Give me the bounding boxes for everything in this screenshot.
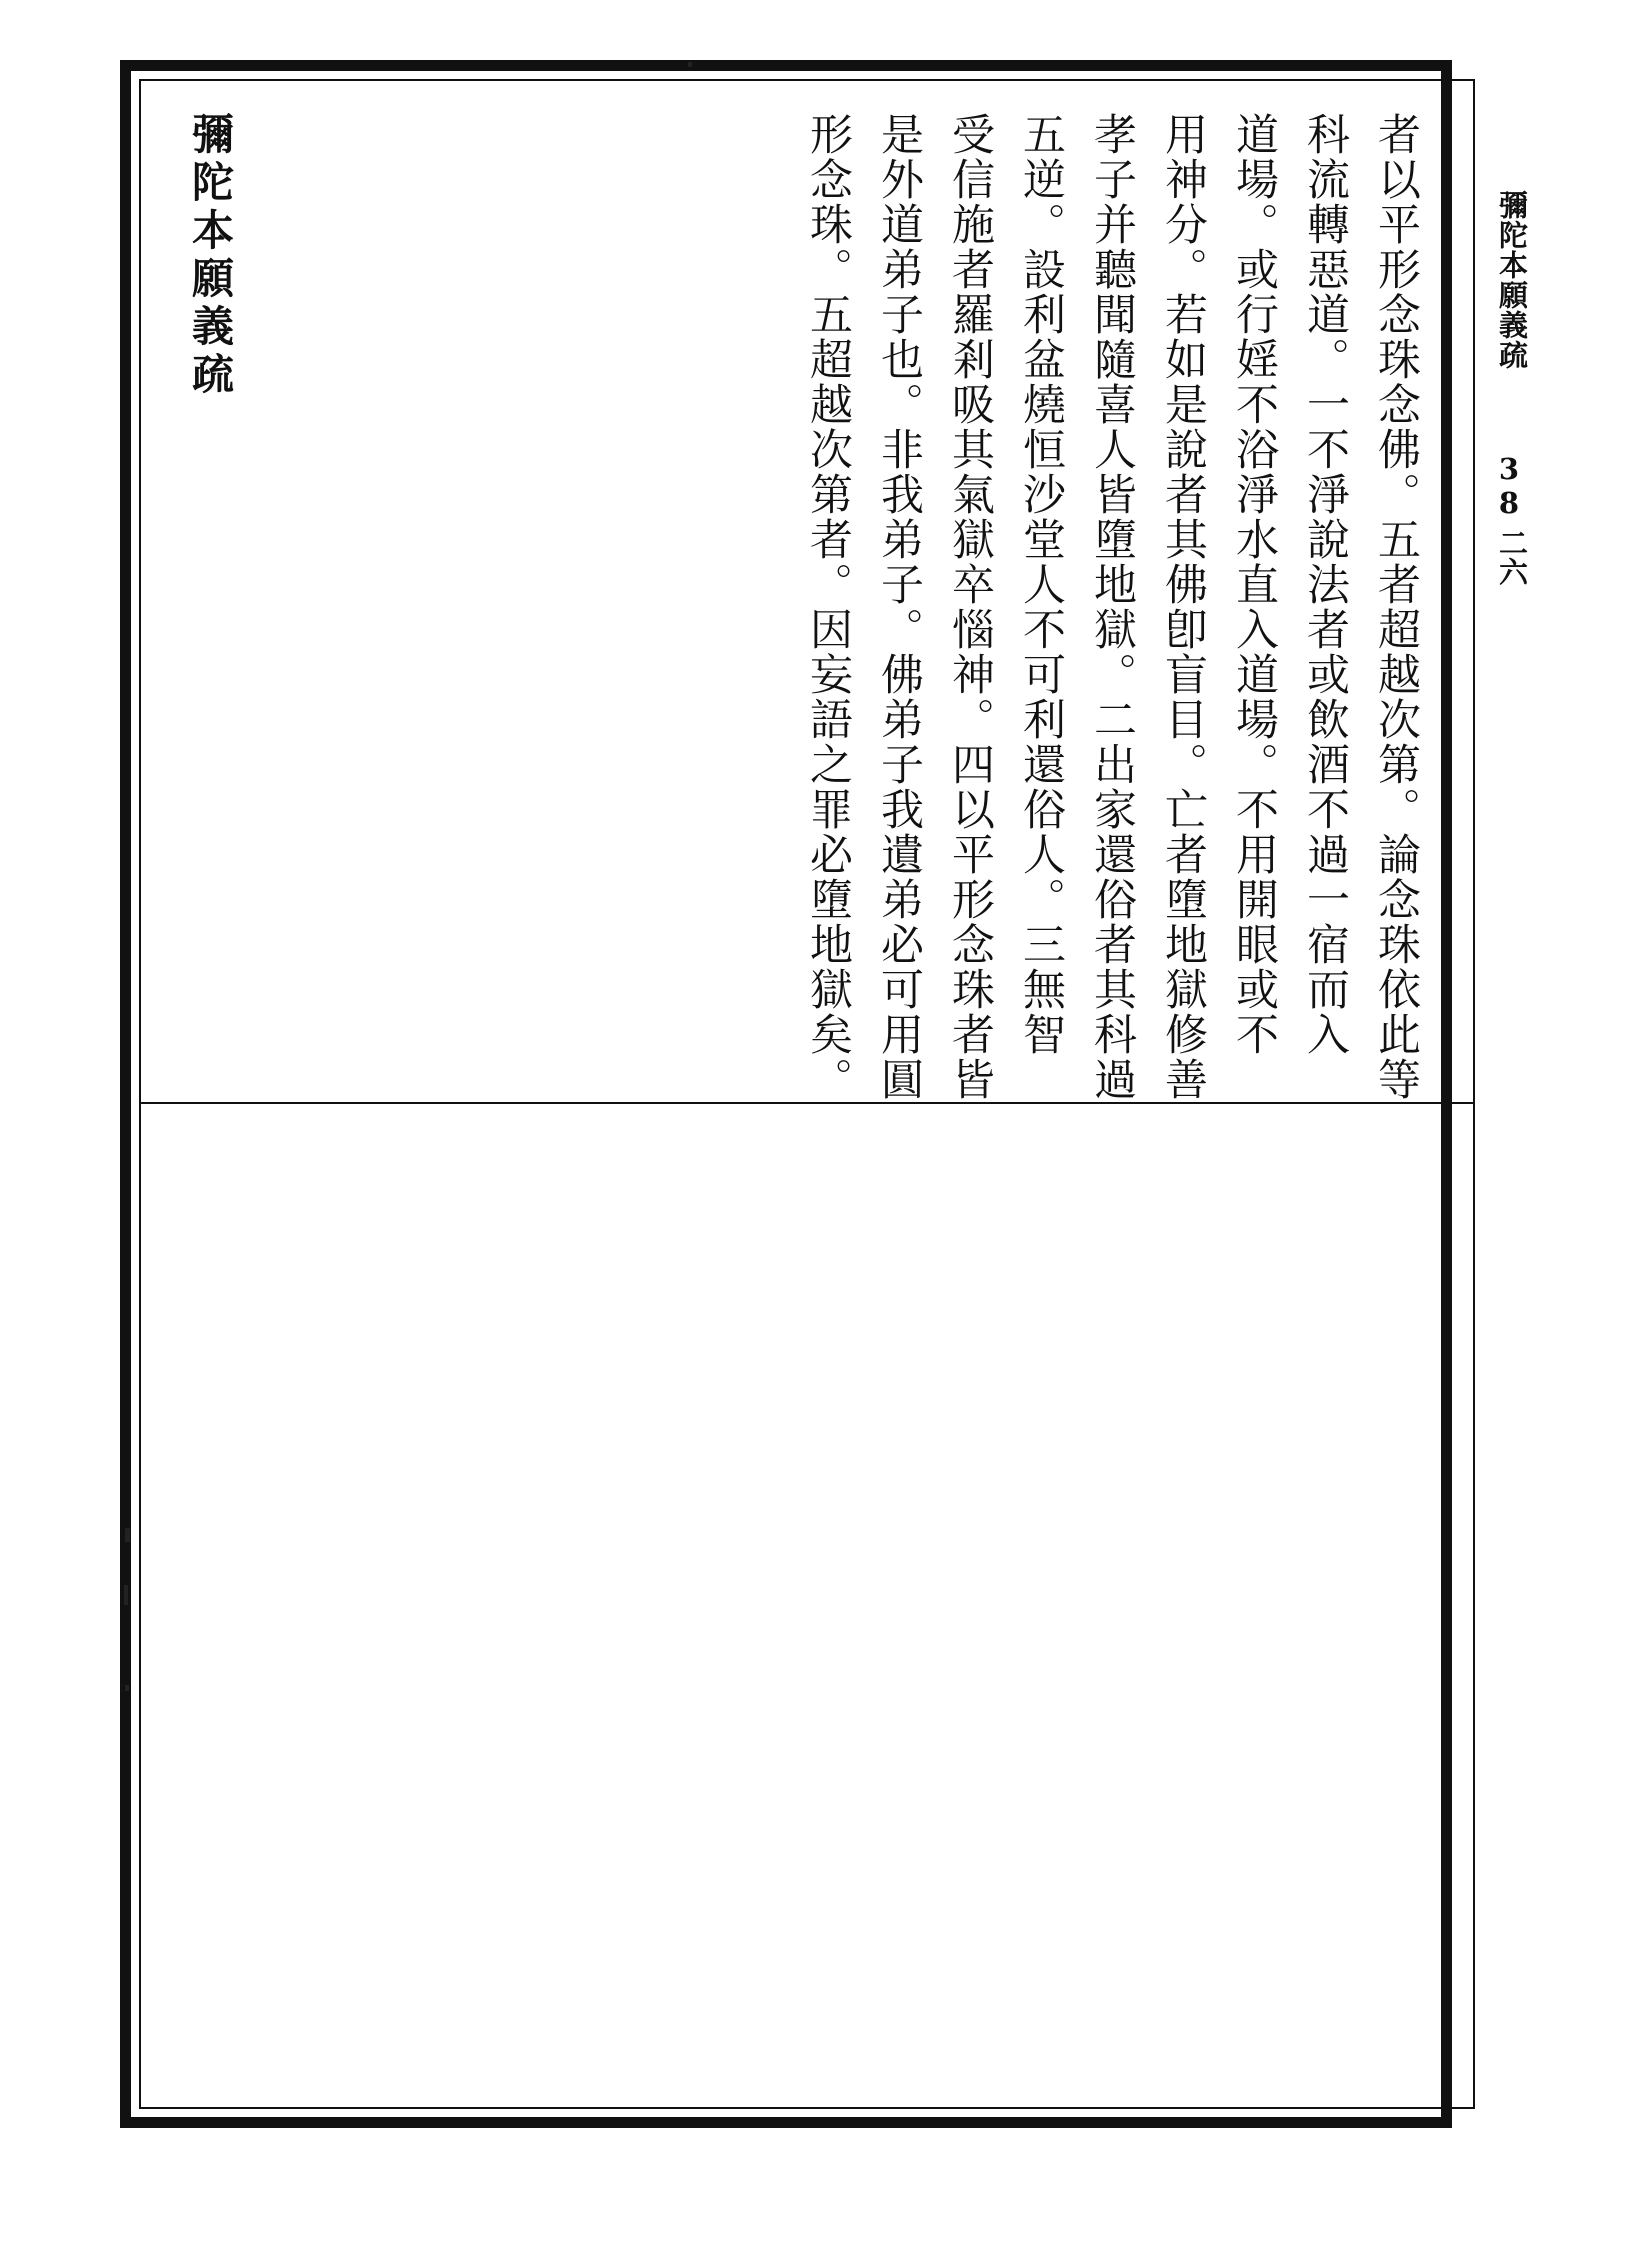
text-column: 道場。或行婬不浴淨水直入道場。不用開眼或不 xyxy=(1229,112,1279,1057)
print-speck xyxy=(125,1528,130,1542)
margin-leaf-number: 38 xyxy=(1492,452,1526,520)
text-area-divider xyxy=(139,1102,1475,1104)
text-column: 用神分。若如是說者其佛卽盲目。亡者墮地獄修善 xyxy=(1158,112,1208,1102)
text-column: 者以平形念珠念佛。五者超越次第。論念珠依此等 xyxy=(1371,112,1421,1102)
print-speck xyxy=(688,62,692,67)
print-speck xyxy=(124,1585,128,1605)
margin-page-number: 二六 xyxy=(1495,528,1529,586)
text-column: 形念珠。五超越次第者。因妄語之罪必墮地獄矣。 xyxy=(803,112,853,1102)
text-column: 科流轉惡道。一不淨說法者或飲酒不過一宿而入 xyxy=(1300,112,1350,1057)
text-column: 受信施者羅剎吸其氣獄卒惱神。四以平形念珠者皆 xyxy=(945,112,995,1102)
text-column: 五逆。設利盆燒恒沙堂人不可利還俗人。三無智 xyxy=(1016,112,1066,1057)
text-column: 是外道弟子也。非我弟子。佛弟子我遺弟必可用圓 xyxy=(874,112,924,1102)
print-speck xyxy=(125,1685,129,1691)
main-text-block xyxy=(792,112,1431,1102)
side-running-title: 彌陀本願義疏 xyxy=(186,112,235,400)
text-column: 孝子并聽聞隨喜人皆墮地獄。二出家還俗者其科過 xyxy=(1087,112,1137,1102)
margin-book-title: 彌陀本願義疏 xyxy=(1495,190,1529,370)
